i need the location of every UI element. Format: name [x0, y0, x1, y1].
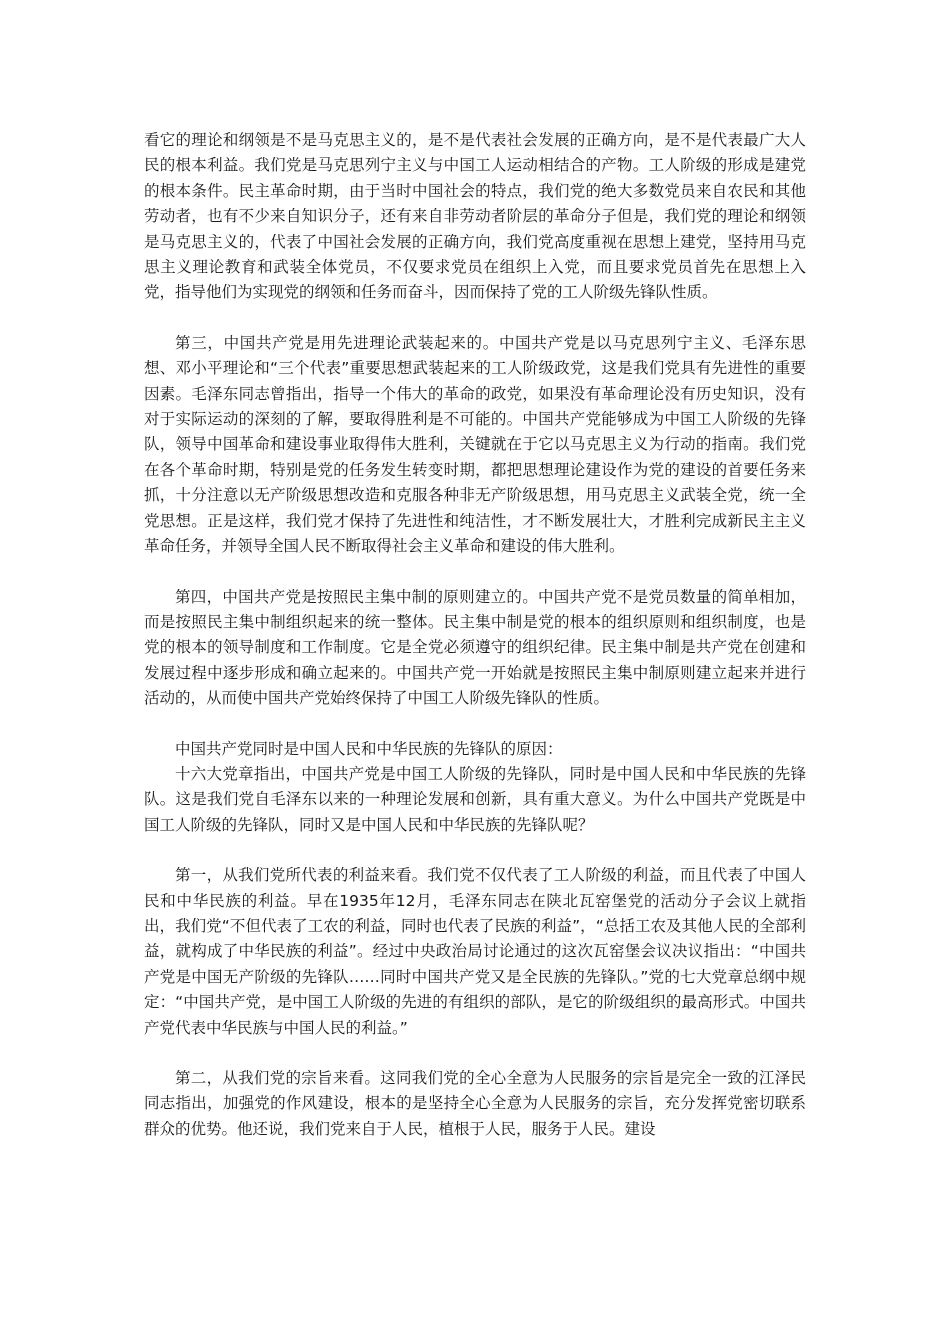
document-page — [144, 128, 806, 1142]
paragraph-third-point: 第三，中国共产党是用先进理论武装起来的。中国共产党是以马克思列宁主义、毛泽东思想、邓小平理论和“三个代表”重要思想武装起来的工人阶级政党，这是我们党具有先进性的重要因素。毛泽东同志曾指出，指导一个伟大的革命的政党，如果没有革命理论没有历史知识，没有对于实际运动的深刻的了解，要取得胜利是不可能的。中国共产党能够成为中国工人阶级的先锋队，领导中国革命和建设事业取得伟大胜利，关键就在于它以马克思主义为行动的指南。我们党在各个革命时期，特别是党的任务发生转变时期，都把思想理论建设作为党的建设的首要任务来抓，十分注意以无产阶级思想改造和克服各种非无产阶级思想，用马克思主义武装全党，统一全党思想。正是这样，我们党才保持了先进性和纯洁性，才不断发展壮大，才胜利完成新民主主义革命任务，并领导全国人民不断取得社会主义革命和建设的伟大胜利。 — [144, 333, 806, 556]
section-heading-vanguard-reason: 中国共产党同时是中国人民和中华民族的先锋队的原因： — [175, 739, 563, 758]
paragraph-first-interests: 第一，从我们党所代表的利益来看。我们党不仅代表了工人阶级的利益，而且代表了中国人民和中华民族的利益。早在1935年12月，毛泽东同志在陕北瓦窑堡党的活动分子会议上就指出，我们党“不但代表了工农的利益，同时也代表了民族的利益”，“总括工农及其他人民的全部利益，就构成了中华民族的利益”。经过中央政治局讨论通过的这次瓦窑堡会议决议指出：“中国共产党是中国无产阶级的先锋队……同时中国共产党又是全民族的先锋队。”党的七大党章总纲中规定：“中国共产党，是中国工人阶级的先进的有组织的部队，是它的阶级组织的最高形式。中国共产党代表中华民族与中国人民的利益。” — [144, 866, 806, 1037]
paragraph-fourth-point: 第四，中国共产党是按照民主集中制的原则建立的。中国共产党不是党员数量的简单相加，而是按照民主集中制组织起来的统一整体。民主集中制是党的根本的组织原则和组织制度，也是党的根本的领导制度和工作制度。它是全党必须遵守的组织纪律。民主集中制是共产党在创建和发展过程中逐步形成和确立起来的。中国共产党一开始就是按照民主集中制原则建立起来并进行活动的，从而使中国共产党始终保持了中国工人阶级先锋队的性质。 — [144, 587, 806, 708]
paragraph-party-constitution: 十六大党章指出，中国共产党是中国工人阶级的先锋队，同时是中国人民和中华民族的先锋队。这是我们党自毛泽东以来的一种理论发展和创新，具有重大意义。为什么中国共产党既是中国工人阶级的先锋队，同时又是中国人民和中华民族的先锋队呢？ — [144, 764, 806, 834]
paragraph-second-purpose: 第二，从我们党的宗旨来看。这同我们党的全心全意为人民服务的宗旨是完全一致的江泽民同志指出，加强党的作风建设，根本的是坚持全心全意为人民服务的宗旨，充分发挥党密切联系群众的优势。他还说，我们党来自于人民，植根于人民，服务于人民。建设 — [144, 1069, 806, 1138]
paragraph-continuation: 看它的理论和纲领是不是马克思主义的，是不是代表社会发展的正确方向，是不是代表最广大人民的根本利益。我们党是马克思列宁主义与中国工人运动相结合的产物。工人阶级的形成是建党的根本条件。民主革命时期，由于当时中国社会的特点，我们党的绝大多数党员来自农民和其他劳动者，也有不少来自知识分子，还有来自非劳动者阶层的革命分子但是，我们党的理论和纲领是马克思主义的，代表了中国社会发展的正确方向，我们党高度重视在思想上建党，坚持用马克思主义理论教育和武装全体党员，不仅要求党员在组织上入党，而且要求党员首先在思想上入党，指导他们为实现党的纲领和任务而奋斗，因而保持了党的工人阶级先锋队性质。 — [144, 131, 806, 302]
